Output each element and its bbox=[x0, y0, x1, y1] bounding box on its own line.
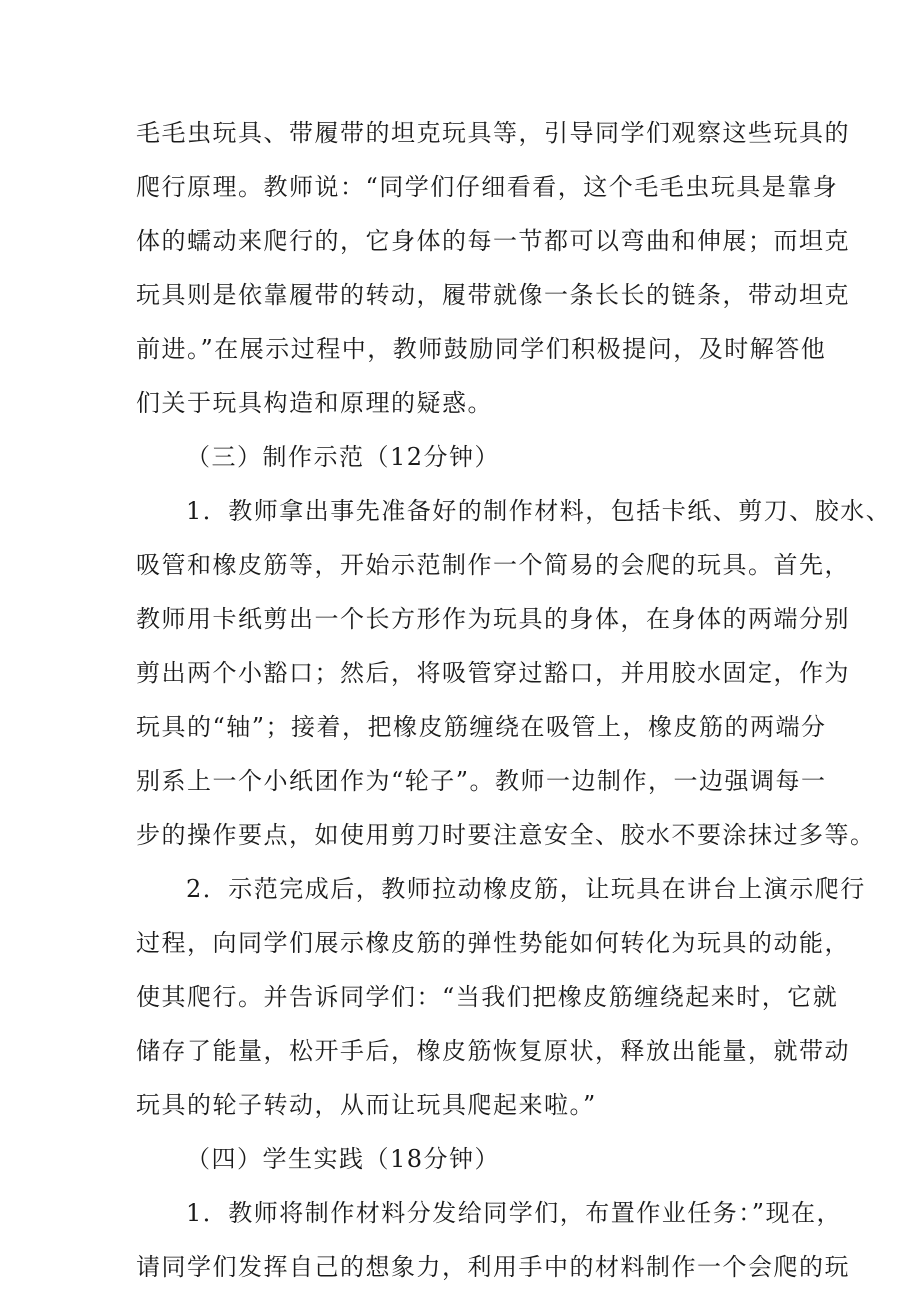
text-line: 请同学们发挥自己的想象力，利用手中的材料制作一个会爬的玩 bbox=[136, 1253, 850, 1281]
text-line: 前进。”在展示过程中，教师鼓励同学们积极提问，及时解答他 bbox=[136, 335, 827, 363]
text-line: 别系上一个小纸团作为“轮子”。教师一边制作，一边强调每一 bbox=[136, 767, 827, 795]
text-line: 体的蠕动来爬行的，它身体的每一节都可以弯曲和伸展；而坦克 bbox=[136, 227, 850, 255]
text-line: 储存了能量，松开手后，橡皮筋恢复原状，释放出能量，就带动 bbox=[136, 1037, 850, 1065]
text-line: 剪出两个小豁口；然后，将吸管穿过豁口，并用胶水固定，作为 bbox=[136, 659, 850, 687]
text-line: 1．教师将制作材料分发给同学们，布置作业任务：”现在， bbox=[186, 1199, 843, 1227]
section-heading: （四）学生实践（18分钟） bbox=[186, 1145, 501, 1173]
text-line: 玩具的轮子转动，从而让玩具爬起来啦。” bbox=[136, 1091, 597, 1119]
text-line: 1．教师拿出事先准备好的制作材料，包括卡纸、剪刀、胶水、 bbox=[186, 497, 892, 525]
text-line: 爬行原理。教师说：“同学们仔细看看，这个毛毛虫玩具是靠身 bbox=[136, 173, 839, 201]
text-line: 2．示范完成后，教师拉动橡皮筋，让玩具在讲台上演示爬行 bbox=[186, 875, 866, 903]
text-line: 教师用卡纸剪出一个长方形作为玩具的身体，在身体的两端分别 bbox=[136, 605, 850, 633]
text-line: 使其爬行。并告诉同学们：“当我们把橡皮筋缠绕起来时，它就 bbox=[136, 983, 839, 1011]
text-line: 吸管和橡皮筋等，开始示范制作一个简易的会爬的玩具。首先， bbox=[136, 551, 850, 579]
text-line: 玩具则是依靠履带的转动，履带就像一条长长的链条，带动坦克 bbox=[136, 281, 850, 309]
text-line: 过程，向同学们展示橡皮筋的弹性势能如何转化为玩具的动能， bbox=[136, 929, 850, 957]
text-line: 玩具的“轴”；接着，把橡皮筋缠绕在吸管上，橡皮筋的两端分 bbox=[136, 713, 827, 741]
text-line: 步的操作要点，如使用剪刀时要注意安全、胶水不要涂抹过多等。 bbox=[136, 821, 876, 849]
text-line: 毛毛虫玩具、带履带的坦克玩具等，引导同学们观察这些玩具的 bbox=[136, 119, 850, 147]
text-line: 们关于玩具构造和原理的疑惑。 bbox=[136, 389, 493, 417]
section-heading: （三）制作示范（12分钟） bbox=[186, 443, 501, 471]
